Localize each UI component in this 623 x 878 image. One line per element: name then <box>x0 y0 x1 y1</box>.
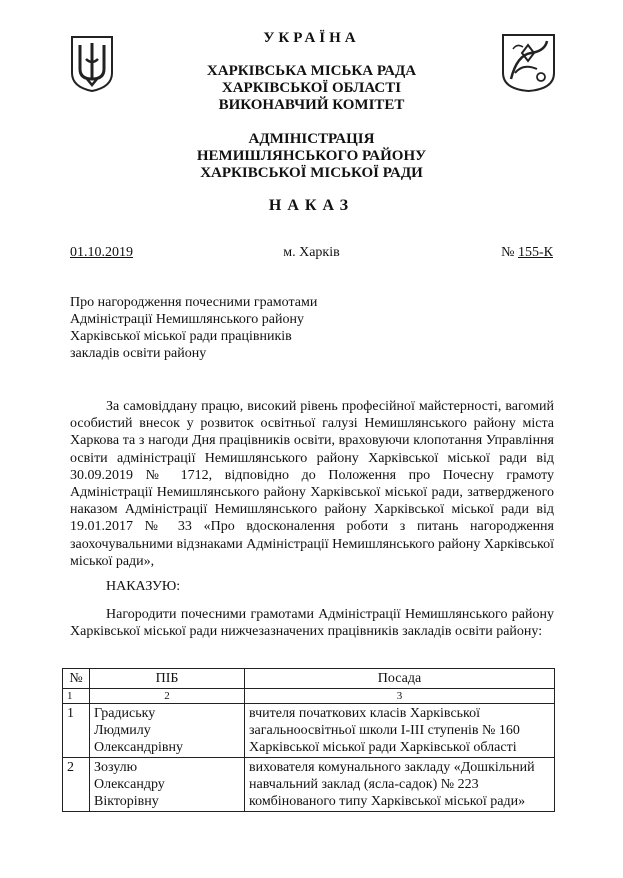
order-number-value: 155-К <box>518 245 553 260</box>
document-type-title: НАКАЗ <box>268 197 355 214</box>
council-line: ХАРКІВСЬКОЇ ОБЛАСТІ <box>221 80 402 96</box>
name-part: Олександру <box>94 777 165 792</box>
order-date: 01.10.2019 <box>70 245 133 260</box>
table-header-row <box>63 669 555 689</box>
name-part: Зозулю <box>94 760 138 775</box>
council-heading <box>0 63 623 114</box>
awardee-name <box>90 758 245 812</box>
index-cell: 2 <box>90 689 245 704</box>
order-word: НАКАЗУЮ: <box>106 579 181 594</box>
order-number <box>501 245 553 261</box>
awardees-table <box>62 668 555 812</box>
table-row <box>63 758 555 812</box>
country-heading: УКРАЇНА <box>263 30 360 46</box>
name-part: Вікторівну <box>94 794 159 809</box>
subject-line: Про нагородження почесними грамотами <box>70 295 318 310</box>
table-row <box>63 704 555 758</box>
administration-line: АДМІНІСТРАЦІЯ <box>248 131 375 147</box>
column-header-number: № <box>63 669 90 689</box>
administration-line: ХАРКІВСЬКОЇ МІСЬКОЇ РАДИ <box>200 165 423 181</box>
subject-line: Адміністрації Немишлянського району <box>70 312 305 327</box>
order-city: м. Харків <box>283 245 340 260</box>
column-header-position: Посада <box>245 669 555 689</box>
order-subject <box>70 294 370 362</box>
administration-heading <box>0 131 623 182</box>
name-part: Людмилу <box>94 723 151 738</box>
row-number: 2 <box>63 758 90 812</box>
subject-line: закладів освіти району <box>70 346 207 361</box>
awardee-position: вихователя комунального закладу «Дошкільний навчальний заклад (ясла-садок) № 223 комбінованого типу Харківської міської ради» <box>245 758 555 812</box>
table-index-row <box>63 689 555 704</box>
name-part: Олександрівну <box>94 740 183 755</box>
order-number-prefix: № <box>501 245 518 260</box>
administration-line: НЕМИШЛЯНСЬКОГО РАЙОНУ <box>196 148 427 164</box>
name-part: Градиську <box>94 706 156 721</box>
row-number: 1 <box>63 704 90 758</box>
awardee-position: вчителя початкових класів Харківської загальноосвітньої школи І-ІІІ ступенів № 160 Харківської міської ради Харківської області <box>245 704 555 758</box>
council-line: ВИКОНАВЧИЙ КОМІТЕТ <box>218 97 405 113</box>
index-cell: 1 <box>63 689 90 704</box>
index-cell: 3 <box>245 689 555 704</box>
award-paragraph: Нагородити почесними грамотами Адміністрації Немишлянського району Харківської міської ради нижчезазначених працівників закладів освіти району: <box>70 607 554 640</box>
preamble-paragraph: За самовіддану працю, високий рівень професійної майстерності, вагомий особистий внесок у розвиток освітньої галузі Немишлянського району міста Харкова та з нагоди Дня працівників освіти, враховуючи клопотання Управління освіти адміністрації Немишлянського району Харківської міської ради від 30.09.2019 № 1712, відповідно до Положення про Почесну грамоту Адміністрації Немишлянського району Харківської міської ради, затвердженого наказом Адміністрації Немишлянського району Харківської міської ради від 19.01.2017 № 33 «Про вдосконалення роботи з питань нагородження заохочувальними відзнаками Адміністрації Немишлянського району Харківської міської ради», <box>70 399 554 569</box>
awardee-name <box>90 704 245 758</box>
subject-line: Харківської міської ради працівників <box>70 329 292 344</box>
council-line: ХАРКІВСЬКА МІСЬКА РАДА <box>206 63 417 79</box>
column-header-name: ПІБ <box>90 669 245 689</box>
